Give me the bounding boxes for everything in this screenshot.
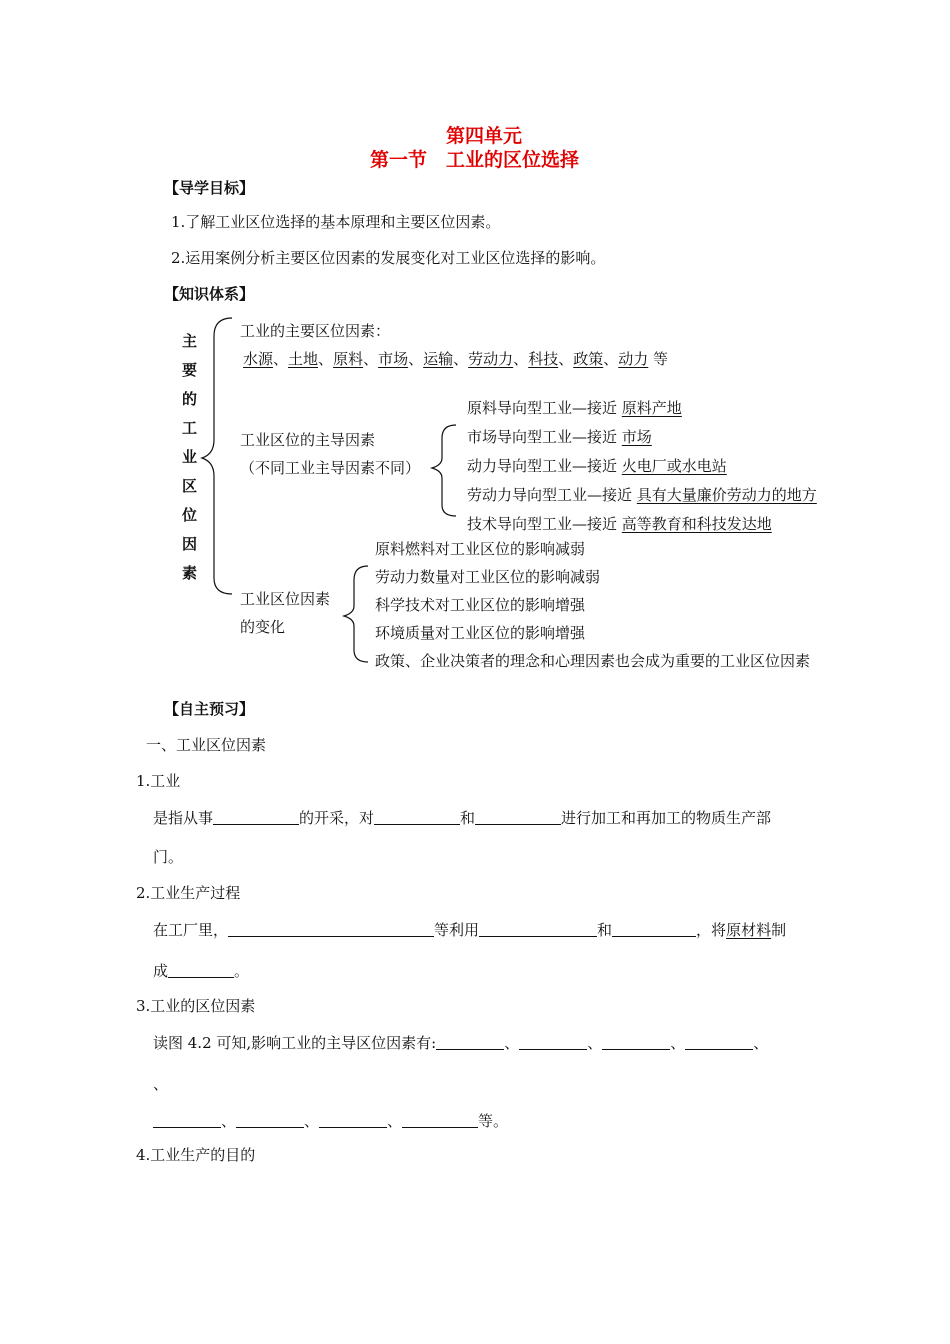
answer-blank[interactable] xyxy=(153,1113,221,1128)
q2-title: 2.工业生产过程 xyxy=(136,884,241,902)
knowledge-heading: 【知识体系】 xyxy=(164,285,255,303)
answer-blank[interactable] xyxy=(402,1113,478,1128)
answer-blank[interactable] xyxy=(479,922,597,937)
q3-line-2: 、 、 、 等。 xyxy=(153,1113,508,1129)
vertical-char: 因 xyxy=(182,535,198,553)
dominant-label-1: 工业区位的主导因素 xyxy=(240,431,376,449)
unit-title: 第四单元 xyxy=(446,125,523,147)
factor-item: 科技 xyxy=(528,350,559,368)
factor-item: 市场 xyxy=(378,350,409,368)
vertical-char: 区 xyxy=(182,477,198,495)
change-row: 环境质量对工业区位的影响增强 xyxy=(375,624,586,642)
vertical-char: 的 xyxy=(182,390,198,408)
q1-line-2: 门。 xyxy=(153,848,184,866)
answer-blank[interactable] xyxy=(228,922,434,937)
factor-item: 土地 xyxy=(288,350,319,368)
dominant-label-2: （不同工业主导因素不同） xyxy=(240,459,421,477)
answer-blank[interactable] xyxy=(436,1035,504,1050)
answer-blank[interactable] xyxy=(685,1035,753,1050)
answer-blank[interactable] xyxy=(236,1113,304,1128)
factor-item: 政策 xyxy=(573,350,604,368)
dominant-row: 动力导向型工业—接近 火电厂或水电站 xyxy=(467,457,727,475)
factor-suffix: 等 xyxy=(653,350,669,368)
change-row: 劳动力数量对工业区位的影响减弱 xyxy=(375,568,601,586)
vertical-char: 业 xyxy=(182,448,198,466)
factor-item: 动力 xyxy=(618,350,649,368)
factor-item: 劳动力 xyxy=(468,350,514,368)
changes-label-2: 的变化 xyxy=(240,618,286,636)
vertical-char: 主 xyxy=(182,332,198,350)
dominant-answer: 原料产地 xyxy=(621,399,682,417)
dominant-answer: 具有大量廉价劳动力的地方 xyxy=(636,486,817,504)
guide-item-2: 2.运用案例分析主要区位因素的发展变化对工业区位选择的影响。 xyxy=(171,249,606,267)
preview-heading: 【自主预习】 xyxy=(164,700,255,718)
dominant-row: 原料导向型工业—接近 原料产地 xyxy=(467,399,682,417)
vertical-char: 素 xyxy=(182,564,198,582)
dominant-answer: 高等教育和科技发达地 xyxy=(621,515,772,533)
q3-line: 读图 4.2 可知,影响工业的主导区位因素有: 、 、 、 、 xyxy=(153,1034,769,1052)
section-title: 第一节 工业的区位选择 xyxy=(370,149,580,171)
q3-title: 3.工业的区位因素 xyxy=(136,997,256,1015)
dominant-row: 劳动力导向型工业—接近 具有大量廉价劳动力的地方 xyxy=(467,486,817,504)
vertical-char: 位 xyxy=(182,506,198,524)
guide-heading: 【导学目标】 xyxy=(164,179,255,197)
main-factors-label: 工业的主要区位因素： xyxy=(240,322,391,340)
change-row: 科学技术对工业区位的影响增强 xyxy=(375,596,586,614)
q1-title: 1.工业 xyxy=(136,772,181,790)
q3-sep-line: 、 xyxy=(153,1075,169,1093)
changes-label-1: 工业区位因素 xyxy=(240,590,331,608)
q4-title: 4.工业生产的目的 xyxy=(136,1146,256,1164)
main-brace xyxy=(202,318,232,594)
answer-blank[interactable] xyxy=(519,1035,587,1050)
dominant-answer: 市场 xyxy=(621,428,652,446)
answer-blank[interactable] xyxy=(374,810,460,825)
q2-line-2: 成 。 xyxy=(153,962,250,980)
answer-blank[interactable] xyxy=(475,810,561,825)
main-factors-list: 水源、土地、原料、市场、运输、劳动力、科技、政策、动力 等 xyxy=(243,350,669,368)
answer-blank[interactable] xyxy=(602,1035,670,1050)
answer-blank[interactable] xyxy=(168,963,234,978)
change-row: 原料燃料对工业区位的影响减弱 xyxy=(375,540,586,558)
answer-blank[interactable] xyxy=(612,922,696,937)
vertical-char: 要 xyxy=(182,361,198,379)
change-row: 政策、企业决策者的理念和心理因素也会成为重要的工业区位因素 xyxy=(375,652,811,670)
vertical-char: 工 xyxy=(182,419,198,437)
guide-item-1: 1.了解工业区位选择的基本原理和主要区位因素。 xyxy=(171,213,501,231)
dominant-brace xyxy=(432,425,456,516)
factor-item: 运输 xyxy=(423,350,454,368)
q1-line: 是指从事 的开采，对 和 进行加工和再加工的物质生产部 xyxy=(153,809,772,827)
factor-item: 原料 xyxy=(333,350,364,368)
q2-line: 在工厂里， 等利用 和 ，将原材料制 xyxy=(153,921,787,939)
factor-item: 水源 xyxy=(243,350,274,368)
dominant-answer: 火电厂或水电站 xyxy=(621,457,727,475)
dominant-row: 市场导向型工业—接近 市场 xyxy=(467,428,652,446)
dominant-row: 技术导向型工业—接近 高等教育和科技发达地 xyxy=(467,515,772,533)
answer-blank[interactable] xyxy=(213,810,299,825)
answer-blank[interactable] xyxy=(319,1113,387,1128)
preview-section-1: 一、工业区位因素 xyxy=(146,736,267,754)
changes-brace xyxy=(344,566,368,662)
